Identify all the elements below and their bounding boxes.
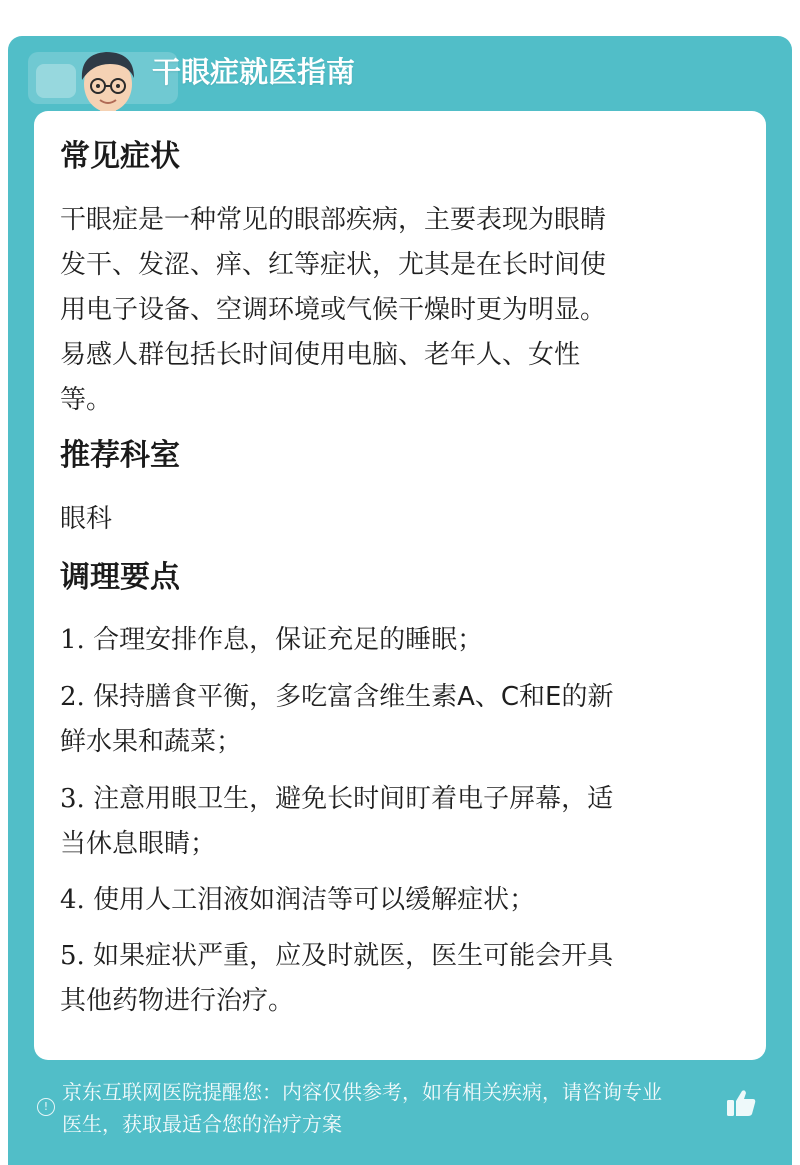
- list-item: 1. 合理安排作息，保证充足的睡眠；: [60, 625, 484, 655]
- thumbs-up-icon[interactable]: [724, 1086, 758, 1120]
- page-title: 干眼症就医指南: [152, 55, 356, 89]
- list-item: 2. 保持膳食平衡，多吃富含维生素A、C和E的新 鲜水果和蔬菜；: [60, 682, 614, 757]
- disclaimer-notice: 京东互联网医院提醒您：内容仅供参考，如有相关疾病，请咨询专业 医生，获取最适合您的治疗方案: [62, 1080, 662, 1136]
- info-icon: !: [37, 1098, 55, 1116]
- department-text: 眼科: [60, 504, 113, 534]
- list-item: 4. 使用人工泪液如润洁等可以缓解症状；: [60, 885, 536, 915]
- content-card: [34, 111, 766, 1060]
- section-title-department: 推荐科室: [60, 438, 180, 473]
- section-title-symptoms: 常见症状: [60, 139, 180, 174]
- list-item: 3. 注意用眼卫生，避免长时间盯着电子屏幕，适 当休息眼睛；: [60, 784, 614, 859]
- symptoms-text: 干眼症是一种常见的眼部疾病，主要表现为眼睛 发干、发涩、痒、红等症状，尤其是在长时间使 用电子设备、空调环境或气候干燥时更为明显。 易感人群包括长时间使用电脑、老年人、女性 等。: [60, 205, 607, 415]
- section-title-care-tips: 调理要点: [60, 560, 180, 595]
- list-item: 5. 如果症状严重，应及时就医，医生可能会开具 其他药物进行治疗。: [60, 941, 614, 1016]
